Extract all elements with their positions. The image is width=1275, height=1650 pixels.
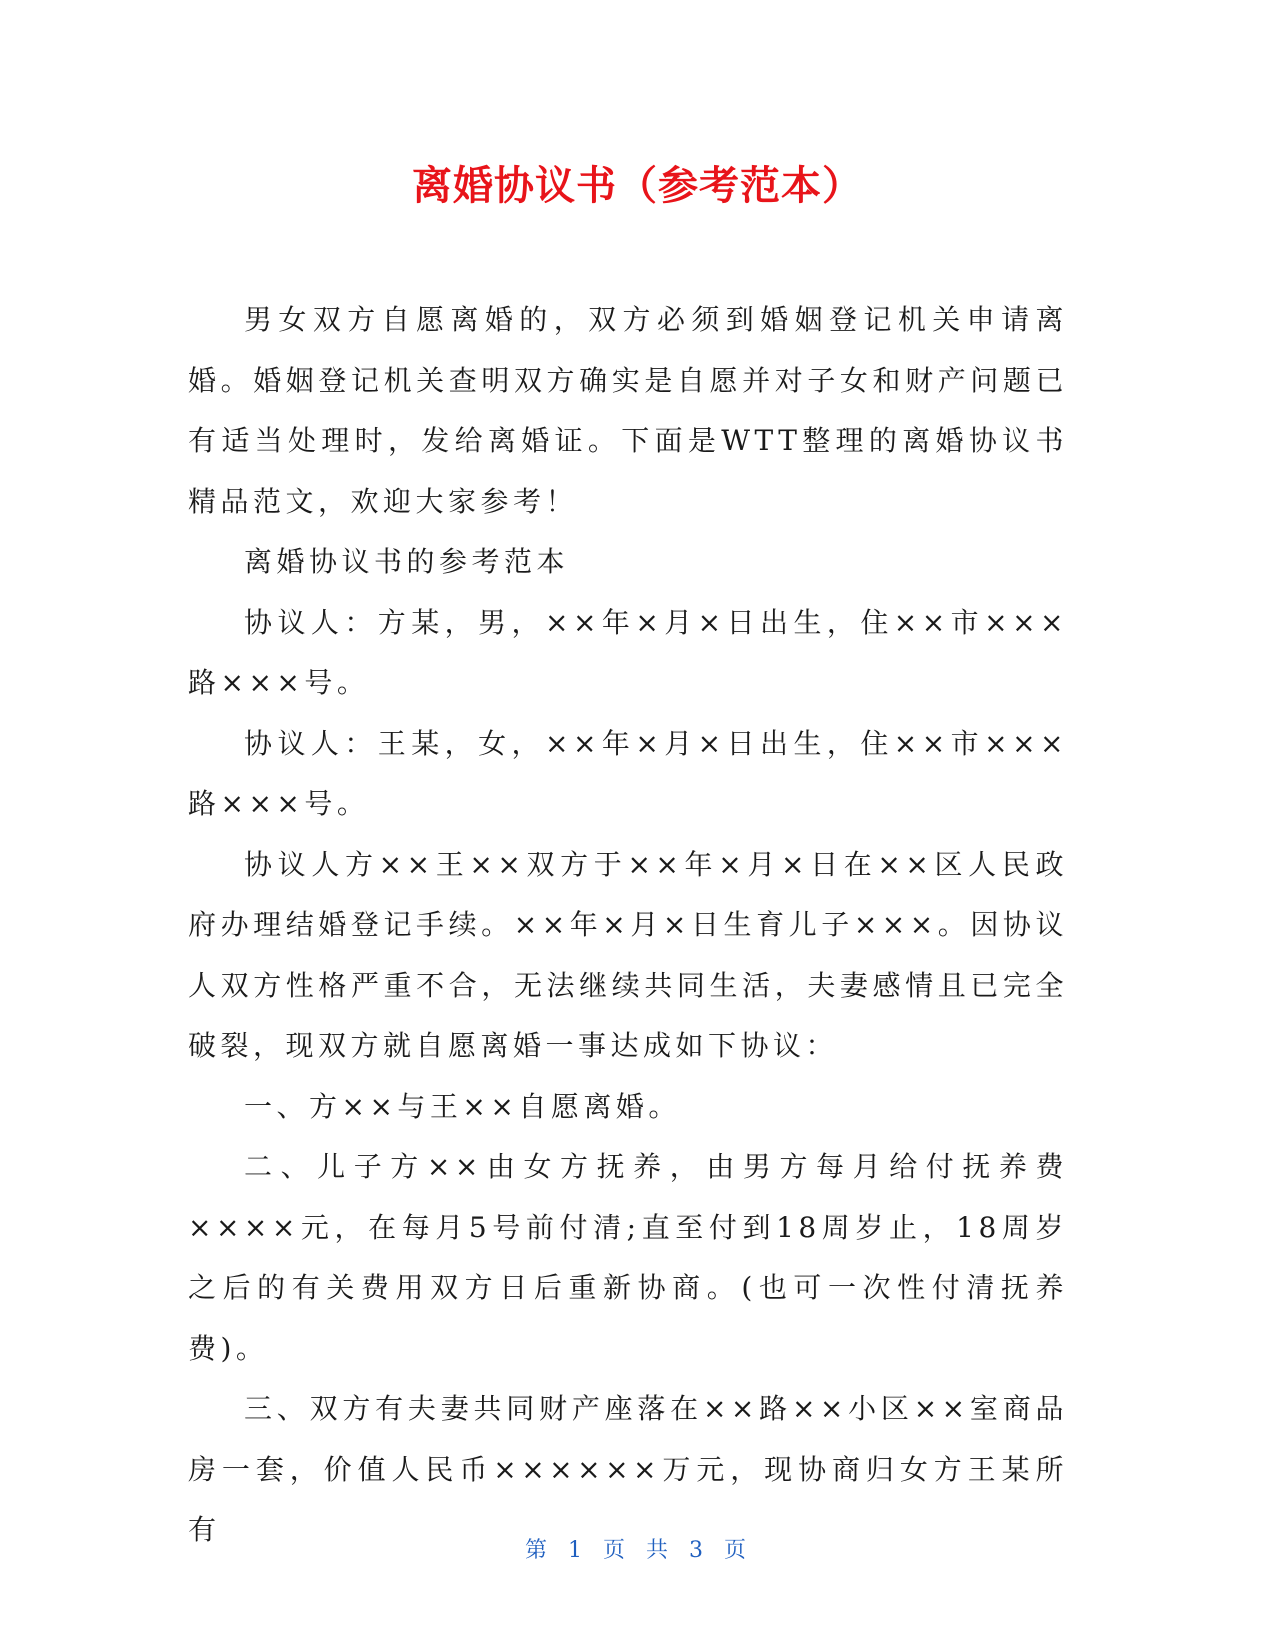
paragraph-clause-2: 二、儿子方××由女方抚养，由男方每月给付抚养费××××元，在每月5号前付清;直至付到18周岁止，18周岁之后的有关费用双方日后重新协商。(也可一次性付清抚养费)。 bbox=[188, 1150, 1068, 1365]
paragraph-clause-3: 三、双方有夫妻共同财产座落在××路××小区××室商品房一套，价值人民币××××××万元，现协商归女方王某所有 bbox=[188, 1392, 1068, 1546]
paragraph-party-female: 协议人：王某，女，××年×月×日出生，住××市×××路×××号。 bbox=[188, 726, 1068, 820]
paragraph-background: 协议人方××王××双方于××年×月×日在××区人民政府办理结婚登记手续。××年×月×日生育儿子×××。因协议人双方性格严重不合，无法继续共同生活，夫妻感情且已完全破裂，现双方就自愿离婚一事达成如下协议： bbox=[188, 847, 1068, 1062]
document-body bbox=[188, 290, 1068, 1561]
paragraph-intro: 男女双方自愿离婚的，双方必须到婚姻登记机关申请离婚。婚姻登记机关查明双方确实是自愿并对子女和财产问题已有适当处理时，发给离婚证。下面是WTT整理的离婚协议书精品范文，欢迎大家参考！ bbox=[188, 303, 1068, 518]
document-title: 离婚协议书（参考范本） bbox=[412, 163, 863, 209]
paragraph-clause-1: 一、方××与王××自愿离婚。 bbox=[244, 1089, 681, 1123]
page-number-footer: 第 1 页 共 3 页 bbox=[525, 1538, 750, 1563]
paragraph-party-male: 协议人：方某，男，××年×月×日出生，住××市×××路×××号。 bbox=[188, 605, 1068, 699]
paragraph-heading: 离婚协议书的参考范本 bbox=[244, 545, 570, 578]
